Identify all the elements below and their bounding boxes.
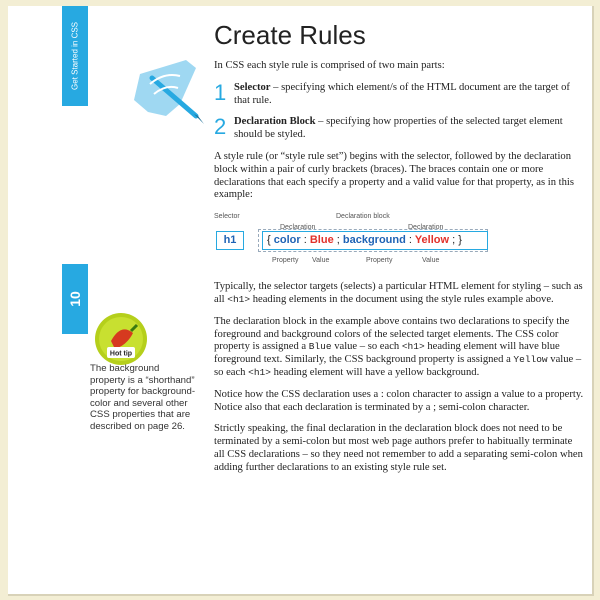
- item-term: Declaration Block: [234, 116, 316, 128]
- paragraph: Typically, the selector targets (selects) a particular HTML element for styling – such as all <h1> heading elements in the document using the style rules example above.: [214, 281, 583, 305]
- declaration-label: Declaration: [408, 224, 444, 232]
- colon: :: [303, 234, 307, 247]
- property-value: Yellow: [414, 234, 450, 247]
- open-brace: {: [267, 234, 271, 247]
- declaration-block-label: Declaration block: [336, 213, 390, 221]
- inline-code: ;: [433, 401, 437, 413]
- selector-label: Selector: [214, 213, 240, 221]
- paragraph: Strictly speaking, the final declaration in the declaration block does not need to be terminated by a semi-colon but most web page authors prefer to habitually terminate all CSS declarations – so they need not remember to add a separating semi-colon when adding further declarations to an existing style rule set.: [214, 423, 583, 473]
- item-term: Selector: [234, 81, 271, 93]
- property-name: color: [273, 234, 301, 247]
- hot-tip-label: Hot tip: [109, 350, 133, 358]
- inline-code: <h1>: [227, 293, 251, 305]
- semicolon: ;: [452, 234, 456, 247]
- page-title: Create Rules: [214, 20, 366, 50]
- selector-box: [216, 231, 244, 250]
- property-label: Property: [366, 257, 393, 265]
- book-page: [8, 6, 594, 596]
- property-value: Blue: [309, 234, 334, 247]
- semicolon: ;: [336, 234, 340, 247]
- inline-code: <h1>: [248, 366, 271, 378]
- pen-hand-icon: [120, 54, 210, 126]
- hot-tip-badge: [93, 311, 149, 367]
- tip-text: The background property is a “shorthand” property for background-color and several other CSS properties that are described on page 26.: [90, 363, 196, 432]
- property-name: background: [342, 234, 406, 247]
- declaration-block: [262, 231, 488, 250]
- paragraph: The declaration block in the example above contains two declarations to specify the foreground and background colors of the selected target elements. The CSS color property is assigned a Blue value – so each <h1> heading element will have blue foreground text. Similarly, the CSS background property is assigned a Yellow value – so each <h1> heading element will have a yellow background.: [214, 315, 582, 378]
- property-label: Property: [272, 257, 299, 265]
- page-number-tab: [62, 264, 88, 334]
- selector-code: h1: [223, 234, 237, 247]
- section-label: Get Started in CSS: [70, 21, 80, 91]
- close-brace: }: [458, 234, 462, 247]
- inline-code: :: [380, 388, 384, 400]
- paragraph: A style rule (or “style rule set”) begins with the selector, followed by the declaration block within a pair of curly brackets (braces). The braces contain one or more declarations that each specify a property and a valid value for that property, as in this example:: [214, 150, 574, 201]
- item-number: 1: [214, 79, 227, 105]
- css-rule-diagram: [214, 211, 584, 271]
- list-item: [214, 79, 584, 108]
- paragraph: Notice how the CSS declaration uses a : colon character to assign a value to a property. Notice also that each declaration is terminated by a ; semi-colon character.: [214, 388, 584, 413]
- item-text: – specifying how properties of the selected target element should be styled.: [234, 116, 563, 141]
- inline-code: Yellow: [513, 354, 548, 366]
- item-text: – specifying which element/s of the HTML document are the target of that rule.: [234, 81, 570, 106]
- page-number: 10: [67, 291, 83, 307]
- declaration-label: Declaration: [280, 224, 316, 232]
- section-tab: [62, 6, 88, 106]
- value-label: Value: [422, 257, 440, 265]
- list-item: [214, 116, 584, 142]
- inline-code: Blue: [308, 341, 332, 353]
- intro-paragraph: In CSS each style rule is comprised of two main parts:: [214, 60, 445, 71]
- inline-code: <h1>: [401, 341, 425, 353]
- colon: :: [408, 234, 412, 247]
- value-label: Value: [312, 257, 330, 265]
- item-number: 2: [214, 114, 227, 140]
- main-content: [214, 20, 584, 484]
